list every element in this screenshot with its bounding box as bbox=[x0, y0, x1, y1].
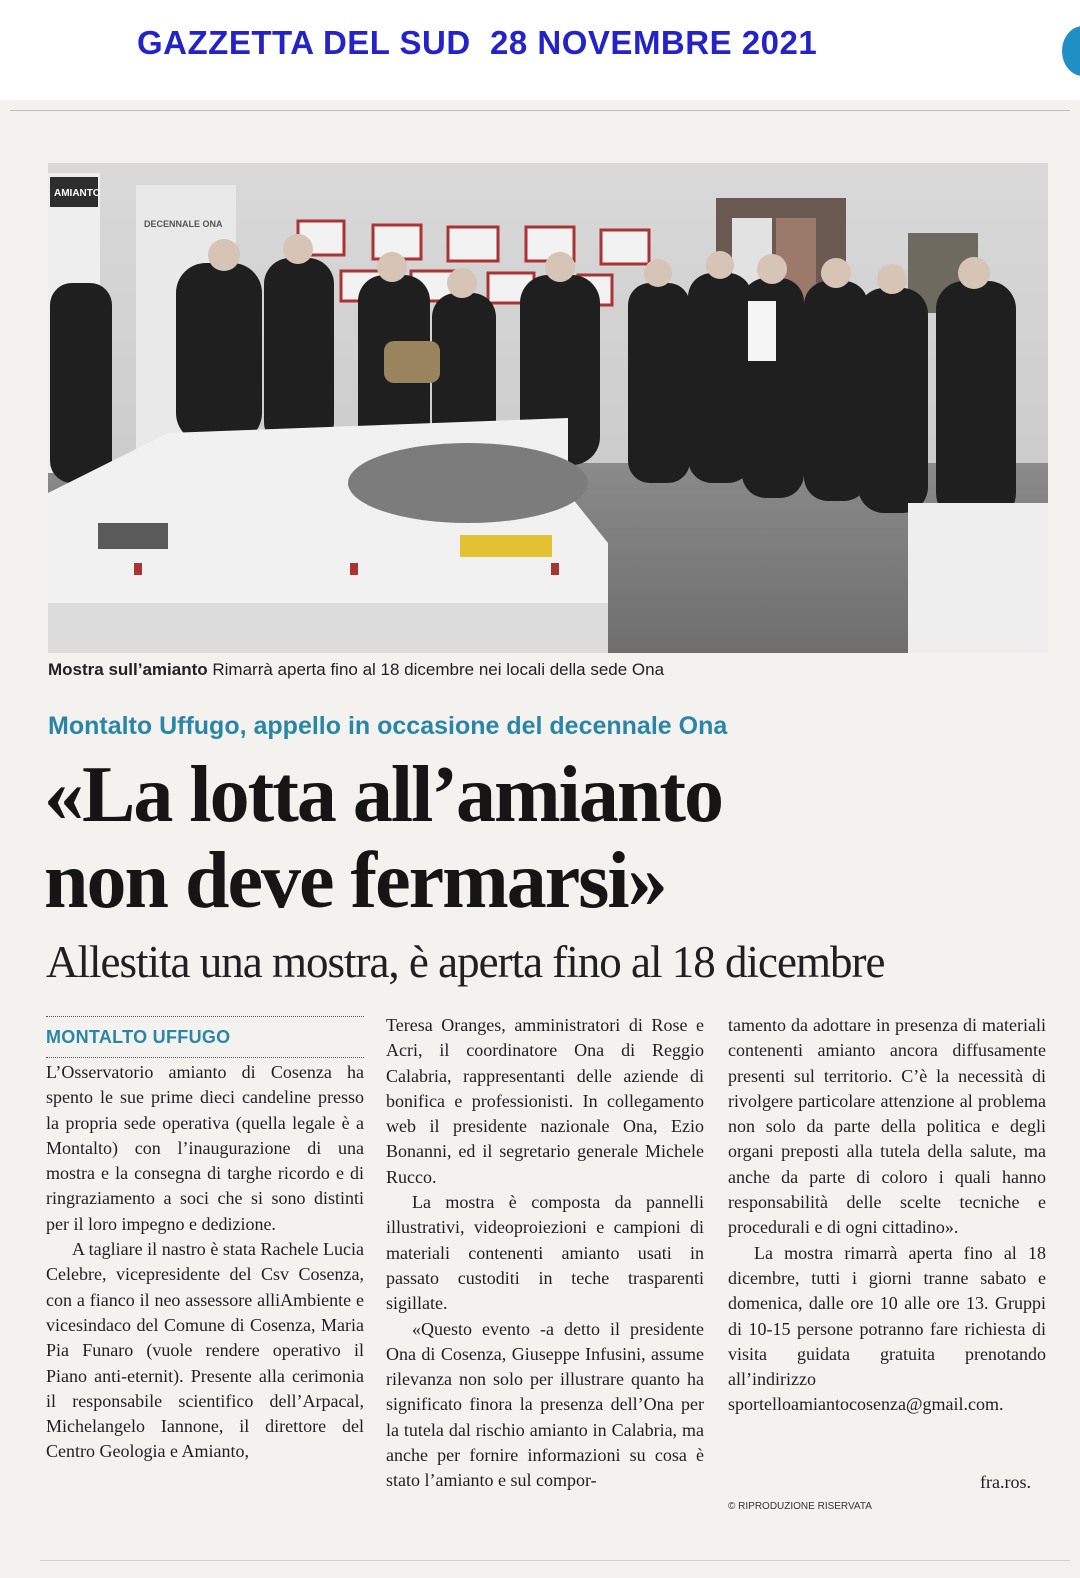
copyright-notice: © RIPRODUZIONE RISERVATA bbox=[728, 1501, 872, 1512]
headline-line-1: «La lotta all’amianto bbox=[44, 751, 722, 839]
banner-left-text: AMIANTO bbox=[54, 188, 101, 199]
paragraph: La mostra rimarrà aperta fino al 18 dicembre, tutti i giorni tranne sabato e domenica, dalle ore 10 alle ore 13. Gruppi di 10-15 persone potranno fare richiesta di visita guidata gratuita prenotando all’indirizzo sportelloamiantocosenza@gmail.com. bbox=[728, 1242, 1046, 1415]
paragraph: tamento da adottare in presenza di materiali contenenti amianto ancora diffusamente presenti sul territorio. C’è la necessità di rivolgere particolare attenzione al problema non solo da parte della politica e degli organi preposti alla tutela della salute, ma anche da parte di coloro i quali hanno responsabilità delle scelte tecniche e procedurali e di ogni cittadino». bbox=[728, 1015, 1046, 1238]
photo-caption bbox=[48, 660, 1048, 680]
article-photo bbox=[48, 163, 1048, 653]
top-divider bbox=[10, 110, 1070, 111]
dateline-box bbox=[46, 1016, 364, 1058]
masthead bbox=[0, 0, 1080, 100]
kicker: Montalto Uffugo, appello in occasione del decennale Ona bbox=[48, 712, 728, 740]
paragraph: La mostra è composta da pannelli illustrativi, videoproiezioni e campioni di materiali contenenti amianto usati in passato custoditi in teche trasparenti sigillate. bbox=[386, 1192, 704, 1314]
caption-label: Mostra sull’amianto bbox=[48, 660, 208, 679]
paragraph: «Questo evento -a detto il presidente Ona di Cosenza, Giuseppe Infusini, assume rilevanza non solo per illustrare quanto ha significato finora la presenza dell’Ona per la tutela dal rischio amianto in Calabria, ma anche per fornire informazioni su cosa è stato l’amianto e sul compor- bbox=[386, 1318, 704, 1491]
headline-line-2: non deve fermarsi» bbox=[44, 837, 666, 925]
article-column-1 bbox=[46, 1060, 364, 1465]
dateline: MONTALTO UFFUGO bbox=[46, 1027, 231, 1047]
masthead-title: GAZZETTA DEL SUD 28 NOVEMBRE 2021 bbox=[137, 24, 818, 61]
banner-right-text: DECENNALE ONA bbox=[144, 219, 223, 229]
subheadline: Allestita una mostra, è aperta fino al 18 dicembre bbox=[46, 937, 885, 987]
article-column-3 bbox=[728, 1013, 1046, 1418]
logo-mark bbox=[1062, 26, 1080, 76]
article-column-2 bbox=[386, 1013, 704, 1494]
caption-text: Rimarrà aperta fino al 18 dicembre nei locali della sede Ona bbox=[207, 660, 665, 679]
paragraph: A tagliare il nastro è stata Rachele Lucia Celebre, vicepresidente del Csv Cosenza, con a fianco il neo assessore alliAmbiente e vicesindaco del Comune di Cosenza, Maria Pia Funaro (vuole rendere operativo il Piano anti-eternit). Presente alla cerimonia il responsabile scientifico dell’Arpacal, Michelangelo Iannone, il direttore del Centro Geologia e Amianto, bbox=[46, 1239, 364, 1462]
author-signature: fra.ros. bbox=[980, 1472, 1031, 1492]
paragraph: Teresa Oranges, amministratori di Rose e Acri, il coordinatore Ona di Reggio Calabria, rappresentanti delle aziende di bonifica e professionisti. In collegamento web il presidente nazionale Ona, Ezio Bonanni, ed il segretario generale Michele Rucco. bbox=[386, 1015, 704, 1187]
paragraph: L’Osservatorio amianto di Cosenza ha spento le sue prime dieci candeline presso la propria sede operativa (quella legale è a Montalto) con l’inaugurazione di una mostra e la consegna di targhe ricordo e di ringraziamento a soci che si sono distinti per il loro impegno e dedizione. bbox=[46, 1062, 364, 1234]
headline bbox=[44, 752, 1054, 924]
exhibition-photo bbox=[48, 163, 1048, 653]
bottom-divider bbox=[40, 1560, 1070, 1561]
